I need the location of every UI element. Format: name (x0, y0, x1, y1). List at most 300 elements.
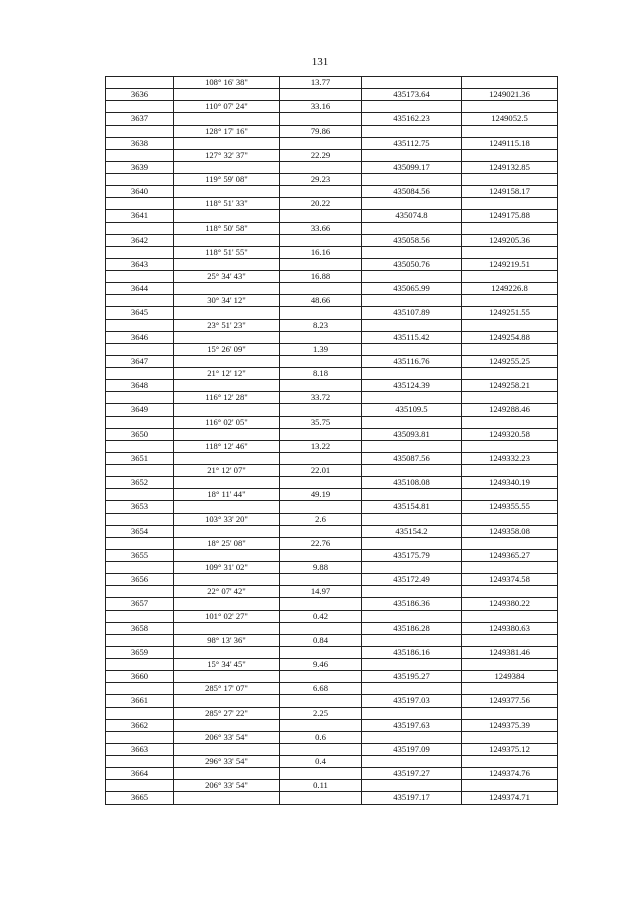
northing-cell (462, 149, 558, 161)
bearing-cell: 110° 07' 24" (174, 101, 280, 113)
station-cell: 3657 (106, 598, 174, 610)
northing-cell: 1249132.85 (462, 161, 558, 173)
distance-cell: 13.77 (280, 77, 362, 89)
northing-cell (462, 392, 558, 404)
station-cell: 3663 (106, 743, 174, 755)
bearing-cell: 23° 51' 23" (174, 319, 280, 331)
northing-cell (462, 295, 558, 307)
bearing-cell: 15° 34' 45" (174, 659, 280, 671)
easting-cell (362, 368, 462, 380)
easting-cell (362, 343, 462, 355)
bearing-cell: 118° 51' 33" (174, 198, 280, 210)
northing-cell: 1249384 (462, 671, 558, 683)
easting-cell: 435197.03 (362, 695, 462, 707)
station-cell (106, 222, 174, 234)
table-row (106, 465, 558, 477)
distance-cell (280, 768, 362, 780)
table-row (106, 477, 558, 489)
easting-cell (362, 731, 462, 743)
easting-cell (362, 198, 462, 210)
easting-cell (362, 416, 462, 428)
easting-cell (362, 392, 462, 404)
station-cell: 3661 (106, 695, 174, 707)
bearing-cell: 18° 11' 44" (174, 489, 280, 501)
table-row (106, 622, 558, 634)
station-cell: 3656 (106, 574, 174, 586)
northing-cell: 1249375.39 (462, 719, 558, 731)
station-cell (106, 756, 174, 768)
table-row (106, 392, 558, 404)
easting-cell (362, 295, 462, 307)
table-row (106, 440, 558, 452)
station-cell: 3662 (106, 719, 174, 731)
table-row (106, 343, 558, 355)
northing-cell: 1249374.76 (462, 768, 558, 780)
northing-cell: 1249365.27 (462, 549, 558, 561)
easting-cell: 435116.76 (362, 355, 462, 367)
distance-cell (280, 258, 362, 270)
northing-cell (462, 246, 558, 258)
northing-cell (462, 780, 558, 792)
bearing-cell (174, 768, 280, 780)
northing-cell (462, 513, 558, 525)
distance-cell (280, 428, 362, 440)
station-cell (106, 586, 174, 598)
bearing-cell (174, 355, 280, 367)
northing-cell: 1249380.22 (462, 598, 558, 610)
table-row (106, 125, 558, 137)
station-cell: 3643 (106, 258, 174, 270)
station-cell (106, 683, 174, 695)
bearing-cell (174, 646, 280, 658)
distance-cell (280, 161, 362, 173)
easting-cell (362, 125, 462, 137)
easting-cell (362, 513, 462, 525)
station-cell: 3655 (106, 549, 174, 561)
table-row (106, 161, 558, 173)
distance-cell (280, 186, 362, 198)
distance-cell: 0.4 (280, 756, 362, 768)
station-cell: 3660 (106, 671, 174, 683)
bearing-cell: 128° 17' 16" (174, 125, 280, 137)
station-cell: 3665 (106, 792, 174, 804)
distance-cell: 2.25 (280, 707, 362, 719)
table-row (106, 113, 558, 125)
table-row (106, 731, 558, 743)
distance-cell (280, 671, 362, 683)
station-cell (106, 295, 174, 307)
easting-cell: 435197.09 (362, 743, 462, 755)
table-row (106, 574, 558, 586)
easting-cell: 435087.56 (362, 452, 462, 464)
table-row (106, 198, 558, 210)
table-row (106, 537, 558, 549)
distance-cell (280, 404, 362, 416)
station-cell (106, 513, 174, 525)
table-row (106, 295, 558, 307)
bearing-cell (174, 283, 280, 295)
bearing-cell (174, 792, 280, 804)
bearing-cell: 127° 32' 37" (174, 149, 280, 161)
table-row (106, 404, 558, 416)
northing-cell (462, 222, 558, 234)
table-row (106, 659, 558, 671)
bearing-cell: 116° 12' 28" (174, 392, 280, 404)
distance-cell: 9.46 (280, 659, 362, 671)
northing-cell (462, 610, 558, 622)
northing-cell: 1249205.36 (462, 234, 558, 246)
easting-cell: 435173.64 (362, 89, 462, 101)
station-cell (106, 416, 174, 428)
table-row (106, 174, 558, 186)
distance-cell: 0.6 (280, 731, 362, 743)
bearing-cell: 296° 33' 54" (174, 756, 280, 768)
table-row (106, 707, 558, 719)
bearing-cell: 206° 33' 54" (174, 731, 280, 743)
station-cell: 3664 (106, 768, 174, 780)
northing-cell (462, 683, 558, 695)
table-row (106, 452, 558, 464)
table-row (106, 780, 558, 792)
bearing-cell: 15° 26' 09" (174, 343, 280, 355)
distance-cell: 22.76 (280, 537, 362, 549)
bearing-cell: 206° 33' 54" (174, 780, 280, 792)
distance-cell (280, 331, 362, 343)
table-row (106, 513, 558, 525)
easting-cell (362, 586, 462, 598)
table-row (106, 137, 558, 149)
distance-cell (280, 452, 362, 464)
easting-cell: 435109.5 (362, 404, 462, 416)
easting-cell (362, 489, 462, 501)
bearing-cell (174, 307, 280, 319)
station-cell (106, 198, 174, 210)
bearing-cell (174, 161, 280, 173)
table-row (106, 368, 558, 380)
table-row (106, 501, 558, 513)
table-row (106, 246, 558, 258)
distance-cell: 33.16 (280, 101, 362, 113)
northing-cell: 1249332.23 (462, 452, 558, 464)
easting-cell (362, 149, 462, 161)
distance-cell (280, 307, 362, 319)
station-cell (106, 707, 174, 719)
northing-cell: 1249226.8 (462, 283, 558, 295)
northing-cell (462, 174, 558, 186)
page-number: 131 (311, 56, 329, 68)
table-row (106, 586, 558, 598)
station-cell (106, 440, 174, 452)
station-cell: 3644 (106, 283, 174, 295)
northing-cell: 1249219.51 (462, 258, 558, 270)
easting-cell: 435186.16 (362, 646, 462, 658)
easting-cell: 435058.56 (362, 234, 462, 246)
table-row (106, 671, 558, 683)
station-cell: 3653 (106, 501, 174, 513)
distance-cell: 0.42 (280, 610, 362, 622)
station-cell: 3640 (106, 186, 174, 198)
table-row (106, 489, 558, 501)
distance-cell: 16.88 (280, 271, 362, 283)
distance-cell: 29.23 (280, 174, 362, 186)
distance-cell (280, 501, 362, 513)
easting-cell (362, 465, 462, 477)
table-row (106, 271, 558, 283)
bearing-cell (174, 574, 280, 586)
station-cell: 3647 (106, 355, 174, 367)
station-cell: 3650 (106, 428, 174, 440)
bearing-cell: 30° 34' 12" (174, 295, 280, 307)
table-row (106, 646, 558, 658)
table-row (106, 792, 558, 804)
easting-cell: 435197.63 (362, 719, 462, 731)
station-cell (106, 537, 174, 549)
bearing-cell (174, 404, 280, 416)
easting-cell: 435197.17 (362, 792, 462, 804)
easting-cell (362, 271, 462, 283)
distance-cell: 22.01 (280, 465, 362, 477)
northing-cell (462, 416, 558, 428)
distance-cell: 1.39 (280, 343, 362, 355)
distance-cell: 14.97 (280, 586, 362, 598)
northing-cell (462, 756, 558, 768)
easting-cell: 435050.76 (362, 258, 462, 270)
bearing-cell: 109° 31' 02" (174, 562, 280, 574)
bearing-cell (174, 234, 280, 246)
easting-cell: 435162.23 (362, 113, 462, 125)
bearing-cell (174, 137, 280, 149)
table-row (106, 77, 558, 89)
station-cell: 3639 (106, 161, 174, 173)
northing-cell (462, 125, 558, 137)
distance-cell: 8.18 (280, 368, 362, 380)
table-row (106, 355, 558, 367)
easting-cell (362, 537, 462, 549)
northing-cell (462, 368, 558, 380)
station-cell (106, 101, 174, 113)
northing-cell: 1249375.12 (462, 743, 558, 755)
table-row (106, 743, 558, 755)
table-row (106, 428, 558, 440)
distance-cell (280, 113, 362, 125)
northing-cell (462, 101, 558, 113)
distance-cell (280, 646, 362, 658)
table-row (106, 149, 558, 161)
northing-cell: 1249355.55 (462, 501, 558, 513)
table-row (106, 634, 558, 646)
survey-coordinates-table (105, 76, 558, 805)
easting-cell: 435107.89 (362, 307, 462, 319)
station-cell: 3642 (106, 234, 174, 246)
table-row (106, 283, 558, 295)
bearing-cell (174, 452, 280, 464)
bearing-cell (174, 428, 280, 440)
bearing-cell (174, 477, 280, 489)
northing-cell: 1249254.88 (462, 331, 558, 343)
northing-cell: 1249258.21 (462, 380, 558, 392)
northing-cell: 1249251.55 (462, 307, 558, 319)
distance-cell (280, 234, 362, 246)
easting-cell: 435154.81 (362, 501, 462, 513)
bearing-cell (174, 622, 280, 634)
distance-cell: 22.29 (280, 149, 362, 161)
table-row (106, 610, 558, 622)
northing-cell: 1249374.58 (462, 574, 558, 586)
bearing-cell: 21° 12' 12" (174, 368, 280, 380)
northing-cell (462, 343, 558, 355)
bearing-cell: 22° 07' 42" (174, 586, 280, 598)
distance-cell: 6.68 (280, 683, 362, 695)
easting-cell (362, 222, 462, 234)
distance-cell: 16.16 (280, 246, 362, 258)
table-row (106, 331, 558, 343)
northing-cell (462, 77, 558, 89)
table-row (106, 695, 558, 707)
bearing-cell: 18° 25' 08" (174, 537, 280, 549)
station-cell: 3654 (106, 525, 174, 537)
table-row (106, 186, 558, 198)
table-row (106, 598, 558, 610)
northing-cell: 1249358.08 (462, 525, 558, 537)
station-cell: 3638 (106, 137, 174, 149)
easting-cell (362, 319, 462, 331)
station-cell (106, 149, 174, 161)
bearing-cell: 118° 12' 46" (174, 440, 280, 452)
distance-cell (280, 137, 362, 149)
northing-cell (462, 537, 558, 549)
station-cell: 3636 (106, 89, 174, 101)
station-cell: 3641 (106, 210, 174, 222)
bearing-cell (174, 380, 280, 392)
table-row (106, 222, 558, 234)
station-cell (106, 125, 174, 137)
northing-cell: 1249380.63 (462, 622, 558, 634)
easting-cell: 435084.56 (362, 186, 462, 198)
table-row (106, 319, 558, 331)
distance-cell (280, 89, 362, 101)
northing-cell (462, 634, 558, 646)
table-row (106, 307, 558, 319)
bearing-cell: 108° 16' 38" (174, 77, 280, 89)
station-cell: 3649 (106, 404, 174, 416)
easting-cell: 435074.8 (362, 210, 462, 222)
easting-cell (362, 610, 462, 622)
distance-cell (280, 380, 362, 392)
easting-cell: 435172.49 (362, 574, 462, 586)
northing-cell: 1249115.18 (462, 137, 558, 149)
easting-cell (362, 634, 462, 646)
northing-cell: 1249374.71 (462, 792, 558, 804)
easting-cell: 435065.99 (362, 283, 462, 295)
station-cell: 3645 (106, 307, 174, 319)
easting-cell (362, 707, 462, 719)
distance-cell (280, 695, 362, 707)
northing-cell (462, 440, 558, 452)
table-row (106, 549, 558, 561)
distance-cell: 79.86 (280, 125, 362, 137)
table-row (106, 101, 558, 113)
easting-cell (362, 562, 462, 574)
northing-cell (462, 562, 558, 574)
northing-cell: 1249381.46 (462, 646, 558, 658)
station-cell (106, 465, 174, 477)
bearing-cell: 285° 27' 22" (174, 707, 280, 719)
distance-cell: 0.84 (280, 634, 362, 646)
easting-cell (362, 246, 462, 258)
distance-cell: 8.23 (280, 319, 362, 331)
station-cell (106, 343, 174, 355)
station-cell (106, 562, 174, 574)
bearing-cell (174, 743, 280, 755)
station-cell (106, 246, 174, 258)
bearing-cell: 118° 50' 58" (174, 222, 280, 234)
northing-cell: 1249052.5 (462, 113, 558, 125)
bearing-cell (174, 501, 280, 513)
easting-cell (362, 756, 462, 768)
station-cell (106, 271, 174, 283)
station-cell (106, 489, 174, 501)
distance-cell: 33.66 (280, 222, 362, 234)
bearing-cell: 103° 33' 20" (174, 513, 280, 525)
easting-cell (362, 77, 462, 89)
station-cell: 3652 (106, 477, 174, 489)
distance-cell: 13.22 (280, 440, 362, 452)
station-cell: 3658 (106, 622, 174, 634)
distance-cell (280, 355, 362, 367)
bearing-cell (174, 695, 280, 707)
easting-cell (362, 683, 462, 695)
bearing-cell (174, 113, 280, 125)
distance-cell: 33.72 (280, 392, 362, 404)
distance-cell (280, 719, 362, 731)
station-cell (106, 780, 174, 792)
easting-cell: 435195.27 (362, 671, 462, 683)
station-cell: 3648 (106, 380, 174, 392)
easting-cell: 435099.17 (362, 161, 462, 173)
easting-cell: 435108.08 (362, 477, 462, 489)
easting-cell: 435124.39 (362, 380, 462, 392)
easting-cell: 435154.2 (362, 525, 462, 537)
distance-cell (280, 210, 362, 222)
northing-cell (462, 465, 558, 477)
bearing-cell (174, 186, 280, 198)
easting-cell: 435112.75 (362, 137, 462, 149)
easting-cell: 435186.28 (362, 622, 462, 634)
northing-cell (462, 319, 558, 331)
station-cell: 3637 (106, 113, 174, 125)
northing-cell (462, 731, 558, 743)
bearing-cell: 118° 51' 55" (174, 246, 280, 258)
bearing-cell: 119° 59' 08" (174, 174, 280, 186)
bearing-cell (174, 210, 280, 222)
distance-cell (280, 525, 362, 537)
easting-cell: 435197.27 (362, 768, 462, 780)
distance-cell (280, 477, 362, 489)
bearing-cell (174, 671, 280, 683)
northing-cell: 1249255.25 (462, 355, 558, 367)
table-row (106, 768, 558, 780)
easting-cell (362, 780, 462, 792)
easting-cell (362, 659, 462, 671)
table-row (106, 210, 558, 222)
easting-cell (362, 101, 462, 113)
bearing-cell: 285° 17' 07" (174, 683, 280, 695)
station-cell (106, 731, 174, 743)
northing-cell (462, 489, 558, 501)
bearing-cell (174, 89, 280, 101)
station-cell (106, 174, 174, 186)
table-row (106, 756, 558, 768)
